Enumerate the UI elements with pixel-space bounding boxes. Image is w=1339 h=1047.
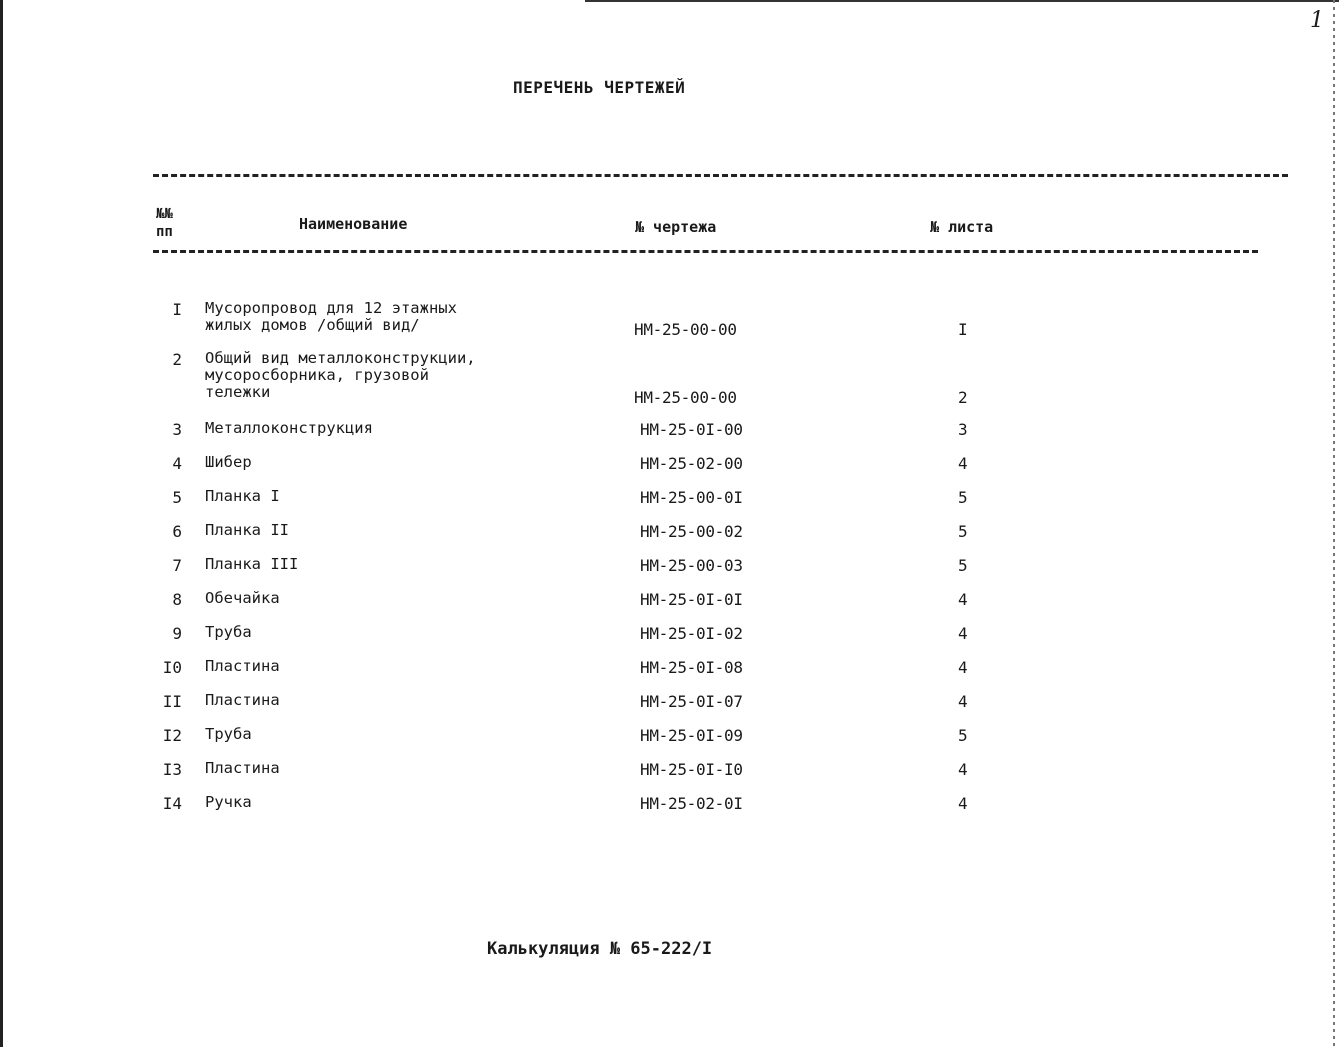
- row-name: Мусоропровод для 12 этажных жилых домов /общий вид/: [205, 299, 457, 334]
- row-number: 8: [172, 590, 182, 609]
- row-name: Труба: [205, 623, 252, 641]
- row-drawing-code: НМ-25-02-0I: [640, 794, 743, 813]
- row-drawing-code: НМ-25-00-00: [634, 388, 737, 407]
- row-sheet-number: 4: [958, 590, 968, 609]
- row-sheet-number: 4: [958, 760, 968, 779]
- row-sheet-number: 2: [958, 388, 968, 407]
- row-name: Планка II: [205, 521, 289, 539]
- row-name: Ручка: [205, 793, 252, 811]
- row-number: I4: [162, 794, 182, 813]
- column-header-name: Наименование: [299, 215, 408, 233]
- row-name: Пластина: [205, 657, 280, 675]
- row-sheet-number: 5: [958, 522, 968, 541]
- row-sheet-number: 4: [958, 624, 968, 643]
- row-sheet-number: 5: [958, 556, 968, 575]
- page-number: 1: [1310, 8, 1324, 33]
- row-drawing-code: НМ-25-0I-I0: [640, 760, 743, 779]
- row-drawing-code: НМ-25-0I-0I: [640, 590, 743, 609]
- row-sheet-number: 4: [958, 658, 968, 677]
- row-number: 4: [172, 454, 182, 473]
- row-drawing-code: НМ-25-00-00: [634, 320, 737, 339]
- row-sheet-number: 4: [958, 454, 968, 473]
- row-sheet-number: 3: [958, 420, 968, 439]
- row-drawing-code: НМ-25-00-02: [640, 522, 743, 541]
- row-sheet-number: 5: [958, 488, 968, 507]
- row-name: Шибер: [205, 453, 252, 471]
- row-sheet-number: 4: [958, 692, 968, 711]
- row-name: Планка III: [205, 555, 299, 573]
- column-header-sheet: № листа: [930, 218, 994, 236]
- row-number: 2: [172, 350, 182, 369]
- row-drawing-code: НМ-25-0I-02: [640, 624, 743, 643]
- row-number: II: [162, 692, 182, 711]
- row-number: 6: [172, 522, 182, 541]
- row-number: I2: [162, 726, 182, 745]
- row-number: 5: [172, 488, 182, 507]
- row-name: Пластина: [205, 691, 280, 709]
- row-drawing-code: НМ-25-0I-07: [640, 692, 743, 711]
- row-number: I3: [162, 760, 182, 779]
- row-drawing-code: НМ-25-00-0I: [640, 488, 743, 507]
- row-drawing-code: НМ-25-0I-00: [640, 420, 743, 439]
- row-drawing-code: НМ-25-0I-09: [640, 726, 743, 745]
- column-header-drawing: № чертежа: [635, 218, 717, 236]
- row-sheet-number: I: [958, 320, 968, 339]
- row-name: Пластина: [205, 759, 280, 777]
- row-number: I: [172, 300, 182, 319]
- row-name: Металлоконструкция: [205, 419, 373, 437]
- row-name: Труба: [205, 725, 252, 743]
- calculation-reference: Калькуляция № 65-222/I: [487, 939, 713, 959]
- column-header-no: №№ пп: [156, 206, 173, 240]
- row-name: Обечайка: [205, 589, 280, 607]
- row-name: Планка I: [205, 487, 280, 505]
- row-number: I0: [162, 658, 182, 677]
- row-sheet-number: 4: [958, 794, 968, 813]
- row-name: Общий вид металлоконструкции, мусоросборника, грузовой тележки: [205, 349, 476, 401]
- row-drawing-code: НМ-25-0I-08: [640, 658, 743, 677]
- row-number: 9: [172, 624, 182, 643]
- row-number: 3: [172, 420, 182, 439]
- page-title: ПЕРЕЧЕНЬ ЧЕРТЕЖЕЙ: [513, 78, 686, 97]
- row-number: 7: [172, 556, 182, 575]
- row-drawing-code: НМ-25-00-03: [640, 556, 743, 575]
- row-sheet-number: 5: [958, 726, 968, 745]
- row-drawing-code: НМ-25-02-00: [640, 454, 743, 473]
